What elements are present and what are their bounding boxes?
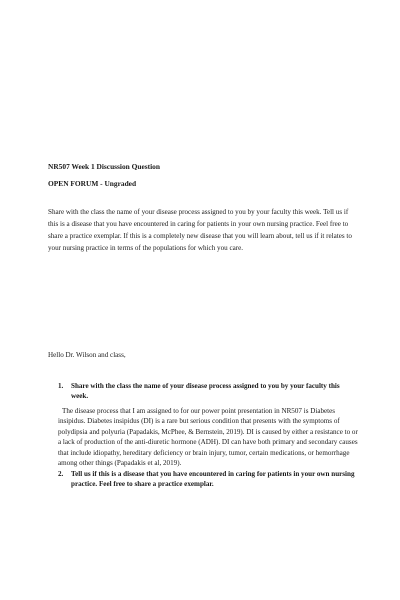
question-1-number: 1. — [58, 382, 64, 390]
question-1 — [58, 381, 358, 401]
question-2 — [58, 469, 358, 489]
question-1-text: Share with the class the name of your disease process assigned to you by your faculty this week. — [71, 382, 340, 400]
question-2-text: Tell us if this is a disease that you have encountered in caring for patients in your own nursing practice. Feel free to share a practice exemplar. — [71, 470, 355, 488]
answer-1: The disease process that I am assigned to for our power point presentation in NR507 is Diabetes insipidus. Diabetes insipidus (DI) is a rare but serious condition that presents with the symptoms of polydipsia and polyuria (Papadakis, McPhee, & Bernstein, 2019). DI is caused by either a resistance to or a lack of production of the anti-diuretic hormone (ADH). DI can have both primary and secondary causes that include idiopathy, hereditary deficiency or brain injury, tumor, certain medications, or hemorrhage among other things (Papadakis et al, 2019). — [58, 407, 358, 468]
discussion-prompt: Share with the class the name of your disease process assigned to you by your faculty this week. Tell us if this is a disease that you have encountered in caring for patients in your own nursing practice. Feel free to share a practice exemplar. If this is a completely new disease that you will learn about, tell us if it relates to your nursing practice in terms of the populations for which you care. — [48, 208, 352, 252]
document-title: NR507 Week 1 Discussion Question — [48, 162, 160, 171]
question-2-number: 2. — [58, 470, 64, 478]
greeting: Hello Dr. Wilson and class, — [48, 351, 126, 359]
document-subtitle: OPEN FORUM - Ungraded — [48, 179, 137, 188]
